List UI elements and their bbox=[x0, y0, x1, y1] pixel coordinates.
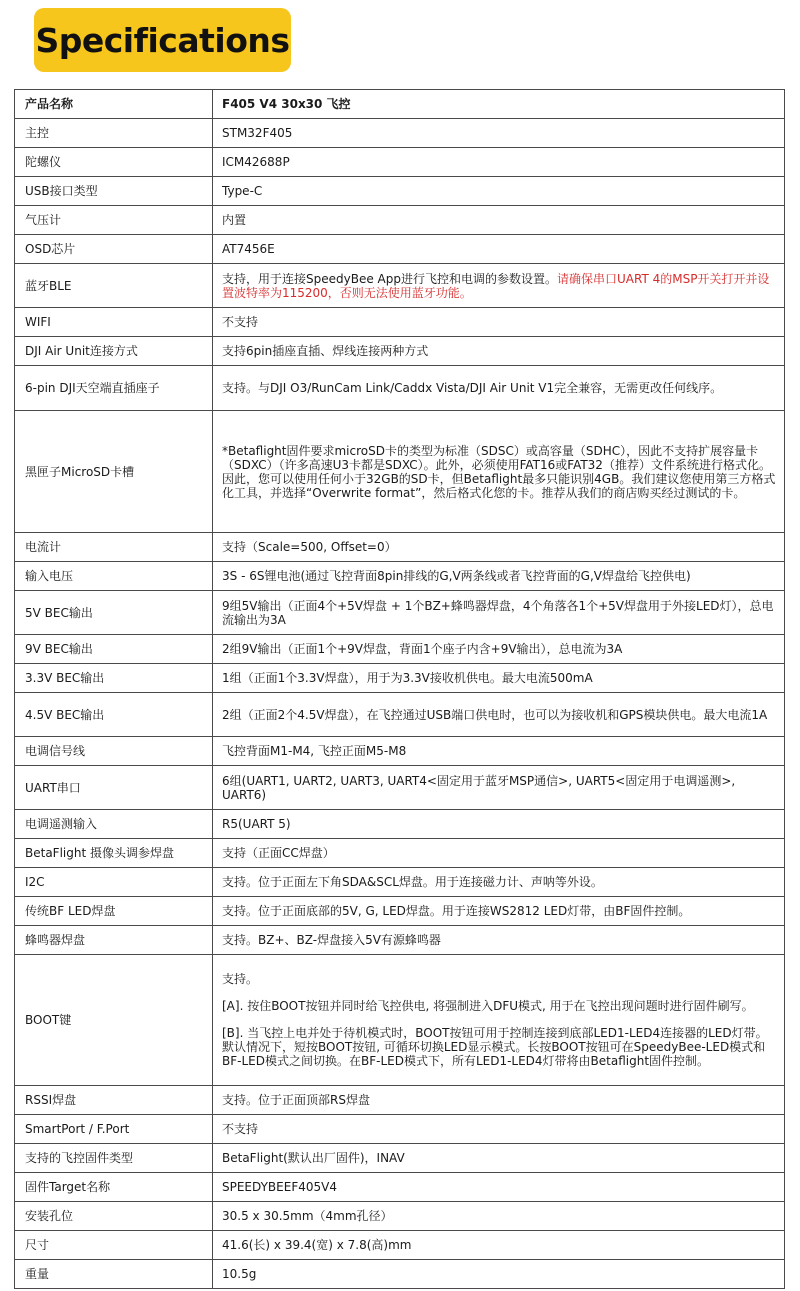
row-value: AT7456E bbox=[213, 235, 785, 264]
row-label: 9V BEC输出 bbox=[15, 635, 213, 664]
row-value: 支持。位于正面顶部RS焊盘 bbox=[213, 1086, 785, 1115]
row-label: 蜂鸣器焊盘 bbox=[15, 926, 213, 955]
row-value: R5(UART 5) bbox=[213, 810, 785, 839]
table-row bbox=[15, 868, 785, 897]
row-label: 电调信号线 bbox=[15, 737, 213, 766]
row-label: BOOT键 bbox=[15, 955, 213, 1086]
table-row bbox=[15, 264, 785, 308]
row-label: I2C bbox=[15, 868, 213, 897]
table-row bbox=[15, 1115, 785, 1144]
row-value: *Betaflight固件要求microSD卡的类型为标准（SDSC）或高容量（SDHC），因此不支持扩展容量卡（SDXC）（许多高速U3卡都是SDXC）。此外，必须使用FAT16或FAT32（推荐）文件系统进行格式化。因此，您可以使用任何小于32GB的SD卡，但Betaflight最多只能识别4GB。我们建议您使用第三方格式化工具，并选择“Overwrite format”，然后格式化您的卡。推荐从我们的商店购买经过测试的卡。 bbox=[213, 411, 785, 533]
row-value: 支持。位于正面底部的5V, G, LED焊盘。用于连接WS2812 LED灯带，由BF固件控制。 bbox=[213, 897, 785, 926]
row-label: 6-pin DJI天空端直插座子 bbox=[15, 366, 213, 411]
row-value: STM32F405 bbox=[213, 119, 785, 148]
row-label: 陀螺仪 bbox=[15, 148, 213, 177]
table-row bbox=[15, 562, 785, 591]
table-row bbox=[15, 664, 785, 693]
row-value: 2组9V输出（正面1个+9V焊盘，背面1个座子内含+9V输出），总电流为3A bbox=[213, 635, 785, 664]
row-value: 1组（正面1个3.3V焊盘），用于为3.3V接收机供电。最大电流500mA bbox=[213, 664, 785, 693]
row-value: 30.5 x 30.5mm（4mm孔径） bbox=[213, 1202, 785, 1231]
header-value: F405 V4 30x30 飞控 bbox=[213, 90, 785, 119]
table-row bbox=[15, 926, 785, 955]
table-row bbox=[15, 337, 785, 366]
row-label: 3.3V BEC输出 bbox=[15, 664, 213, 693]
table-row bbox=[15, 177, 785, 206]
row-label: 尺寸 bbox=[15, 1231, 213, 1260]
table-row bbox=[15, 119, 785, 148]
row-value: SPEEDYBEEF405V4 bbox=[213, 1173, 785, 1202]
row-label: 安装孔位 bbox=[15, 1202, 213, 1231]
row-label: WIFI bbox=[15, 308, 213, 337]
table-row bbox=[15, 1144, 785, 1173]
boot-paragraph: 支持。 bbox=[222, 972, 259, 986]
page-title: Specifications bbox=[35, 20, 290, 60]
row-value: 不支持 bbox=[213, 308, 785, 337]
header-label: 产品名称 bbox=[15, 90, 213, 119]
row-value: 支持。位于正面左下角SDA&SCL焊盘。用于连接磁力计、声呐等外设。 bbox=[213, 868, 785, 897]
row-label: SmartPort / F.Port bbox=[15, 1115, 213, 1144]
row-value: 9组5V输出（正面4个+5V焊盘 + 1个BZ+蜂鸣器焊盘，4个角落各1个+5V焊盘用于外接LED灯），总电流输出为3A bbox=[213, 591, 785, 635]
row-value: 2组（正面2个4.5V焊盘），在飞控通过USB端口供电时，也可以为接收机和GPS模块供电。最大电流1A bbox=[213, 693, 785, 737]
table-row bbox=[15, 148, 785, 177]
row-label: 黑匣子MicroSD卡槽 bbox=[15, 411, 213, 533]
row-label: BetaFlight 摄像头调参焊盘 bbox=[15, 839, 213, 868]
row-value: 内置 bbox=[213, 206, 785, 235]
table-row bbox=[15, 1202, 785, 1231]
table-row bbox=[15, 810, 785, 839]
boot-paragraph: [B]. 当飞控上电并处于待机模式时，BOOT按钮可用于控制连接到底部LED1-LED4连接器的LED灯带。默认情况下，短按BOOT按钮, 可循环切换LED显示模式。长按BOOT按钮可在SpeedyBee-LED模式和BF-LED模式之间切换。在BF-LED模式下，所有LED1-LED4灯带将由Betaflight固件控制。 bbox=[222, 1026, 768, 1068]
row-label: RSSI焊盘 bbox=[15, 1086, 213, 1115]
boot-paragraph: [A]. 按住BOOT按钮并同时给飞控供电, 将强制进入DFU模式, 用于在飞控出现问题时进行固件刷写。 bbox=[222, 999, 754, 1013]
row-value: Type-C bbox=[213, 177, 785, 206]
row-label: 蓝牙BLE bbox=[15, 264, 213, 308]
table-row bbox=[15, 1260, 785, 1289]
table-row bbox=[15, 206, 785, 235]
row-label: 气压计 bbox=[15, 206, 213, 235]
row-label: 输入电压 bbox=[15, 562, 213, 591]
table-row bbox=[15, 533, 785, 562]
row-label: OSD芯片 bbox=[15, 235, 213, 264]
table-row bbox=[15, 635, 785, 664]
row-value: 10.5g bbox=[213, 1260, 785, 1289]
row-value: 支持（Scale=500, Offset=0） bbox=[213, 533, 785, 562]
row-label: 5V BEC输出 bbox=[15, 591, 213, 635]
row-label: DJI Air Unit连接方式 bbox=[15, 337, 213, 366]
row-value bbox=[213, 264, 785, 308]
row-value: BetaFlight(默认出厂固件)，INAV bbox=[213, 1144, 785, 1173]
row-label: 支持的飞控固件类型 bbox=[15, 1144, 213, 1173]
row-value: ICM42688P bbox=[213, 148, 785, 177]
table-row bbox=[15, 693, 785, 737]
table-row bbox=[15, 591, 785, 635]
row-label: UART串口 bbox=[15, 766, 213, 810]
table-row bbox=[15, 897, 785, 926]
specifications-title-badge bbox=[34, 8, 291, 72]
table-row bbox=[15, 235, 785, 264]
row-label: 重量 bbox=[15, 1260, 213, 1289]
table-header-row bbox=[15, 90, 785, 119]
row-value: 支持。与DJI O3/RunCam Link/Caddx Vista/DJI Air Unit V1完全兼容，无需更改任何线序。 bbox=[213, 366, 785, 411]
ble-description: 支持，用于连接SpeedyBee App进行飞控和电调的参数设置。 bbox=[222, 271, 557, 286]
table-row bbox=[15, 1086, 785, 1115]
row-value: 支持（正面CC焊盘） bbox=[213, 839, 785, 868]
row-value bbox=[213, 955, 785, 1086]
row-value: 支持。BZ+、BZ-焊盘接入5V有源蜂鸣器 bbox=[213, 926, 785, 955]
row-value: 41.6(长) x 39.4(宽) x 7.8(高)mm bbox=[213, 1231, 785, 1260]
table-row bbox=[15, 1173, 785, 1202]
ble-warning: 请确保串口UART 4的MSP开关打开并设置波特率为115200，否则无法使用蓝牙功能。 bbox=[222, 271, 770, 300]
spec-table bbox=[14, 89, 785, 1289]
table-row bbox=[15, 737, 785, 766]
table-row bbox=[15, 766, 785, 810]
row-label: 电流计 bbox=[15, 533, 213, 562]
row-label: 4.5V BEC输出 bbox=[15, 693, 213, 737]
row-label: 电调遥测输入 bbox=[15, 810, 213, 839]
row-value: 飞控背面M1-M4, 飞控正面M5-M8 bbox=[213, 737, 785, 766]
row-label: 主控 bbox=[15, 119, 213, 148]
row-label: 固件Target名称 bbox=[15, 1173, 213, 1202]
table-row bbox=[15, 1231, 785, 1260]
table-row bbox=[15, 366, 785, 411]
table-row bbox=[15, 411, 785, 533]
row-label: USB接口类型 bbox=[15, 177, 213, 206]
row-value: 不支持 bbox=[213, 1115, 785, 1144]
row-value: 支持6pin插座直插、焊线连接两种方式 bbox=[213, 337, 785, 366]
table-row bbox=[15, 839, 785, 868]
row-label: 传统BF LED焊盘 bbox=[15, 897, 213, 926]
row-value: 3S - 6S锂电池(通过飞控背面8pin排线的G,V两条线或者飞控背面的G,V焊盘给飞控供电) bbox=[213, 562, 785, 591]
row-value: 6组(UART1, UART2, UART3, UART4<固定用于蓝牙MSP通信>, UART5<固定用于电调遥测>, UART6) bbox=[213, 766, 785, 810]
table-row bbox=[15, 955, 785, 1086]
table-row bbox=[15, 308, 785, 337]
